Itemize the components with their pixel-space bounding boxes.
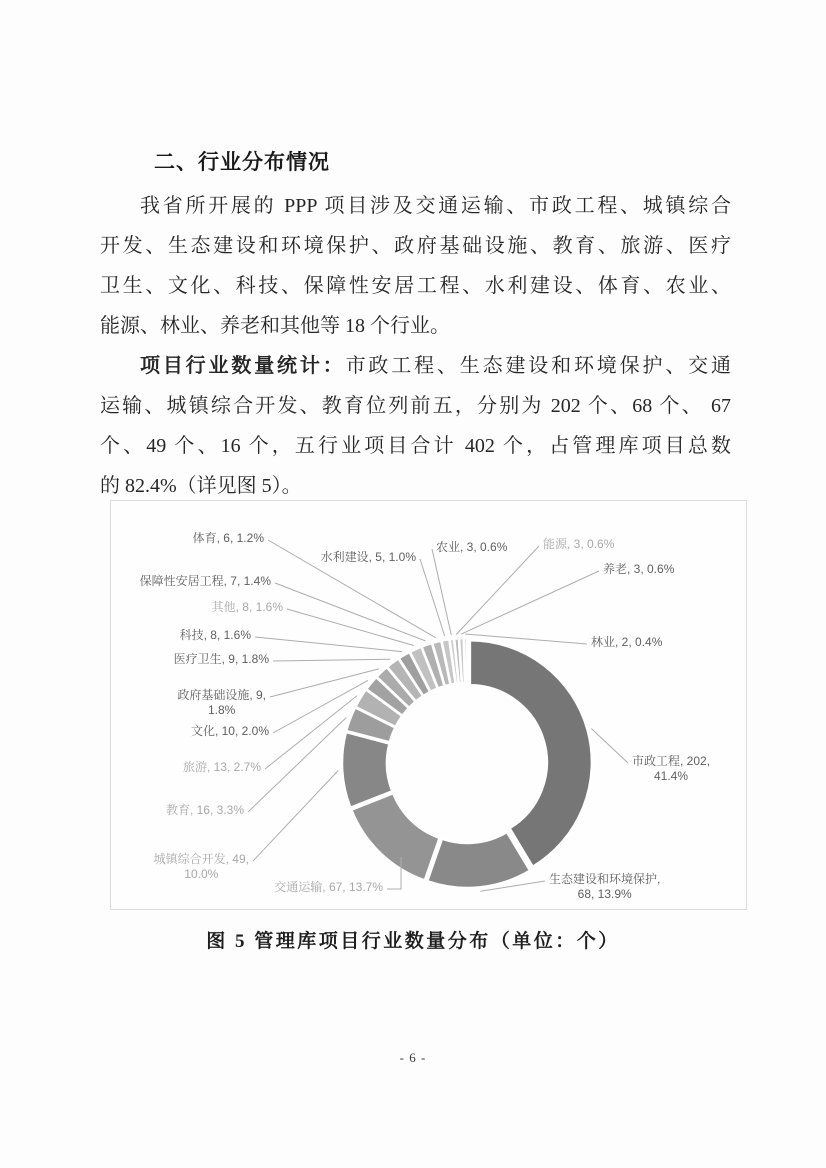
slice-label-交通运输: 交通运输, 67, 13.7% <box>274 880 383 894</box>
leader-line <box>253 771 338 862</box>
section-heading: 二、行业分布情况 <box>154 151 330 174</box>
donut-slice-交通运输 <box>351 793 439 880</box>
slice-label-市政工程: 市政工程, 202, 41.4% <box>632 754 711 783</box>
paragraph-lead: 项目行业数量统计： <box>140 355 346 377</box>
slice-label-养老: 养老, 3, 0.6% <box>603 562 675 576</box>
text-line: 项目行业数量统计：市政工程、生态建设和环境保护、交通 <box>140 355 732 377</box>
text-line: 的 82.4%（详见图 5）。 <box>100 475 302 497</box>
leader-line <box>461 571 599 634</box>
slice-label-文化: 文化, 10, 2.0% <box>190 724 269 738</box>
page-number: - 6 - <box>399 1050 427 1065</box>
slice-label-政府基础设施: 政府基础设施, 9, 1.8% <box>177 688 266 717</box>
text-line: 运输、城镇综合开发、教育位列前五，分别为 202 个、68 个、 67 <box>100 395 731 417</box>
slice-label-林业: 林业, 2, 0.4% <box>591 635 663 649</box>
slice-label-能源: 能源, 3, 0.6% <box>543 537 615 551</box>
slice-label-农业: 农业, 3, 0.6% <box>436 540 508 554</box>
leader-line <box>456 546 539 635</box>
text-line: 卫生、文化、科技、保障性安居工程、水利建设、体育、农业、 <box>100 275 731 297</box>
text-line: 我省所开展的 PPP 项目涉及交通运输、市政工程、城镇综合 <box>140 195 731 217</box>
slice-label-水利建设: 水利建设, 5, 1.0% <box>320 550 416 564</box>
slice-label-体育: 体育, 6, 1.2% <box>192 531 264 545</box>
text-line: 开发、生态建设和环境保护、政府基础设施、教育、旅游、医疗 <box>100 235 731 257</box>
slice-label-科技: 科技, 8, 1.6% <box>179 628 251 642</box>
paragraph-industry-overview <box>100 186 731 346</box>
leader-line <box>432 549 451 635</box>
leader-line <box>273 659 390 661</box>
slice-label-生态建设和环境保护: 生态建设和环境保护, 68, 13.9% <box>549 872 661 901</box>
leader-line <box>287 609 414 646</box>
text-line: 个、49 个、16 个，五行业项目合计 402 个，占管理库项目总数 <box>100 435 731 457</box>
text-line: 能源、林业、养老和其他等 18 个行业。 <box>100 315 450 337</box>
donut-slice-林业 <box>464 638 467 683</box>
slice-label-旅游: 旅游, 13, 2.7% <box>182 760 261 774</box>
slice-label-教育: 教育, 16, 3.3% <box>165 803 244 817</box>
slice-label-医疗卫生: 医疗卫生, 9, 1.8% <box>173 652 269 666</box>
figure-caption: 图 5 管理库项目行业数量分布（单位：个） <box>206 931 620 952</box>
donut-slice-市政工程 <box>470 640 592 867</box>
slice-label-城镇综合开发: 城镇综合开发, 49, 10.0% <box>153 852 249 881</box>
leader-line <box>420 559 445 636</box>
paragraph-industry-statistics <box>100 346 731 506</box>
leader-line <box>591 729 628 764</box>
slice-label-保障性安居工程: 保障性安居工程, 7, 1.4% <box>139 574 271 588</box>
slice-label-其他: 其他, 8, 1.6% <box>211 600 283 614</box>
donut-slice-生态建设和环境保护 <box>427 832 530 888</box>
donut-chart-figure <box>110 500 747 910</box>
leader-line <box>255 637 402 652</box>
